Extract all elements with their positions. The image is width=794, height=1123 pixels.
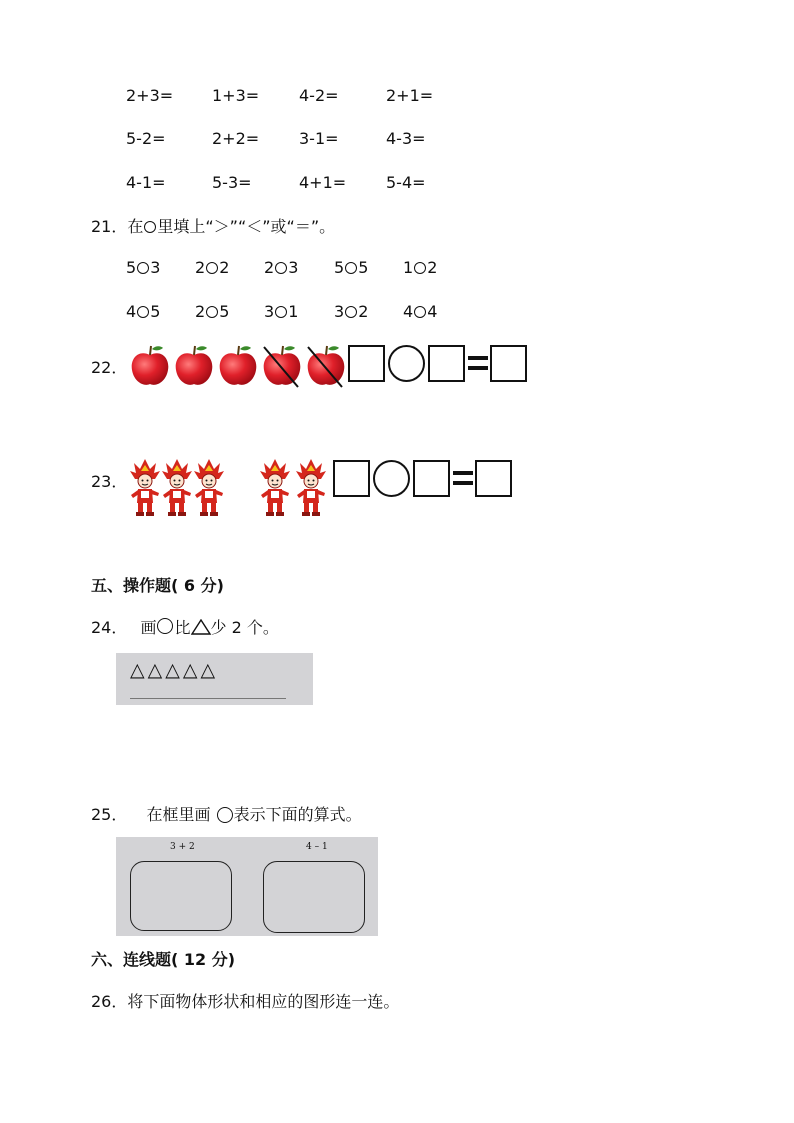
q23-mascots xyxy=(128,455,338,519)
prompt-text: 比 xyxy=(174,618,191,637)
q26-prompt xyxy=(91,989,399,1012)
prompt-text: 将下面物体形状和相应的图形连一连。 xyxy=(127,992,400,1011)
circle-icon xyxy=(144,221,156,233)
mascot-icon xyxy=(130,459,160,516)
question-number: 22． xyxy=(91,358,128,377)
drawing-frame[interactable] xyxy=(263,861,365,933)
answer-box[interactable] xyxy=(490,345,527,382)
triangle-icon xyxy=(191,619,211,635)
blank-circle-icon xyxy=(414,262,426,274)
blank-circle-icon xyxy=(275,262,287,274)
compare-item[interactable]: 3 2 xyxy=(334,302,369,321)
apple-icon xyxy=(132,346,169,385)
operator-circle[interactable] xyxy=(388,345,425,382)
compare-item[interactable]: 2 3 xyxy=(264,258,299,277)
equation: 2+2= xyxy=(212,129,260,148)
q24-drawing-panel[interactable] xyxy=(116,653,313,705)
apple-icon xyxy=(220,346,257,385)
mascot-icon xyxy=(296,459,326,516)
equation-label: 4 – 1 xyxy=(306,842,328,852)
answer-box[interactable] xyxy=(413,460,450,497)
question-number: 26． xyxy=(91,992,128,1011)
prompt-text: 在框里画 xyxy=(146,805,211,824)
equation: 4-3= xyxy=(386,129,426,148)
compare-item[interactable]: 2 2 xyxy=(195,258,230,277)
operator-circle[interactable] xyxy=(373,460,410,497)
drawing-frame[interactable] xyxy=(130,861,232,931)
equation: 4-2= xyxy=(299,86,339,105)
q25-drawing-panel xyxy=(116,837,378,936)
equation: 2+1= xyxy=(386,86,434,105)
compare-item[interactable]: 5 5 xyxy=(334,258,369,277)
blank-circle-icon xyxy=(137,262,149,274)
equation: 2+3= xyxy=(126,86,174,105)
section-title: 六、连线题( 12 分) xyxy=(91,950,236,969)
mascot-icon xyxy=(194,459,224,516)
prompt-text: 少 2 个。 xyxy=(210,618,279,637)
blank-circle-icon xyxy=(345,306,357,318)
mascot-icon xyxy=(260,459,290,516)
blank-circle-icon xyxy=(345,262,357,274)
equation-label: 3 + 2 xyxy=(170,842,195,852)
equation: 5-2= xyxy=(126,129,166,148)
compare-item[interactable]: 4 4 xyxy=(403,302,438,321)
q22-apples xyxy=(128,343,350,391)
equation: 1+3= xyxy=(212,86,260,105)
apple-icon-crossed xyxy=(308,346,345,387)
prompt-text: 在 xyxy=(127,217,144,236)
question-number: 21． xyxy=(91,217,128,236)
apple-icon-crossed xyxy=(264,346,301,387)
answer-box[interactable] xyxy=(475,460,512,497)
prompt-text: 里填上“＞”“＜”或“＝”。 xyxy=(157,217,336,236)
compare-item[interactable]: 1 2 xyxy=(403,258,438,277)
compare-item[interactable]: 5 3 xyxy=(126,258,161,277)
blank-circle-icon xyxy=(275,306,287,318)
answer-box[interactable] xyxy=(348,345,385,382)
apple-icon xyxy=(176,346,213,385)
equation: 4-1= xyxy=(126,173,166,192)
blank-circle-icon xyxy=(137,306,149,318)
prompt-text: 画 xyxy=(140,618,157,637)
circle-icon xyxy=(157,618,173,634)
equals-sign xyxy=(453,471,473,487)
blank-circle-icon xyxy=(206,262,218,274)
question-number: 23． xyxy=(91,472,128,491)
compare-item[interactable]: 4 5 xyxy=(126,302,161,321)
triangles-row: △△△△△ xyxy=(130,659,219,681)
answer-box[interactable] xyxy=(333,460,370,497)
equation: 4+1= xyxy=(299,173,347,192)
section-title: 五、操作题( 6 分) xyxy=(91,576,224,595)
circle-icon xyxy=(217,807,233,823)
question-number: 24． xyxy=(91,618,128,637)
equation: 3-1= xyxy=(299,129,339,148)
equation: 5-4= xyxy=(386,173,426,192)
q24-prompt xyxy=(91,615,279,638)
answer-line xyxy=(130,698,286,699)
equation: 5-3= xyxy=(212,173,252,192)
prompt-text: 表示下面的算式。 xyxy=(233,805,362,824)
compare-item[interactable]: 3 1 xyxy=(264,302,299,321)
q25-prompt xyxy=(91,802,362,825)
mascot-icon xyxy=(162,459,192,516)
blank-circle-icon xyxy=(414,306,426,318)
equals-sign xyxy=(468,356,488,372)
answer-box[interactable] xyxy=(428,345,465,382)
blank-circle-icon xyxy=(206,306,218,318)
compare-item[interactable]: 2 5 xyxy=(195,302,230,321)
question-number: 25． xyxy=(91,805,128,824)
q21-prompt xyxy=(91,214,335,237)
